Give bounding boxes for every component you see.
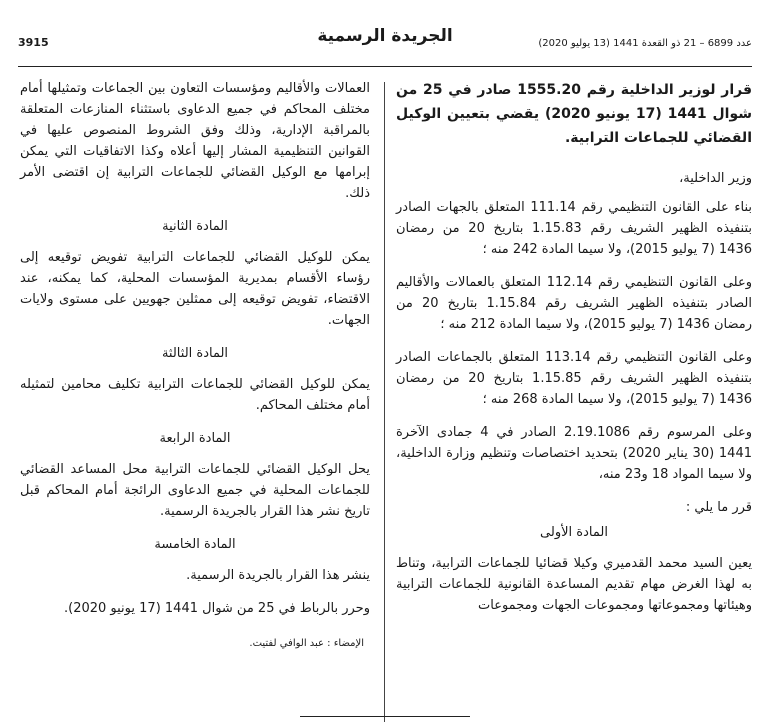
article-5-text: ينشر هذا القرار بالجريدة الرسمية. [186, 568, 370, 583]
left-column [20, 78, 370, 666]
journal-title: الجريدة الرسمية [317, 26, 453, 46]
article-1-text: يعين السيد محمد القدميري وكيلا قضائيا للجماعات الترابية، وتناط به لهذا الغرض مهام تقديم المساعدة القانونية للجماعات الترابية وهيئاتها ومجموعاتها ومجموعات الجهات ومجموعات [396, 556, 752, 613]
article-2-heading: المادة الثانية [162, 219, 228, 234]
article-1-heading: المادة الأولى [540, 525, 608, 540]
signature: الإمضاء : عبد الوافي لفتيت. [249, 638, 364, 649]
decree-title: قرار لوزير الداخلية رقم 1555.20 صادر في 25 من شوال 1441 (17 يونيو 2020) يقضي بتعيين الوكيل القضائي للجماعات الترابية. [396, 82, 753, 146]
right-column [396, 78, 752, 628]
consideration-4: وعلى المرسوم رقم 2.19.1086 الصادر في 4 جمادى الآخرة 1441 (30 يناير 2020) بتحديد اختصاصات وتنظيم وزارة الداخلية، ولا سيما المواد 18 و23 منه، [396, 425, 752, 482]
article-4-heading: المادة الرابعة [159, 431, 231, 446]
article-3-heading: المادة الثالثة [161, 346, 229, 361]
closing-statement: وحرر بالرباط في 25 من شوال 1441 (17 يونيو 2020). [63, 601, 370, 616]
article-2-text: يمكن للوكيل القضائي للجماعات الترابية تفويض توقيعه إلى رؤساء الأقسام بمديرية المؤسسات المحلية، كما يمكنه، عند الاقتضاء، تفويض توقيعه إلى ممثلين جهويين على مستوى ولايات الجهات. [20, 250, 370, 328]
decision-statement: قرر ما يلي : [685, 500, 752, 515]
consideration-1: بناء على القانون التنظيمي رقم 111.14 المتعلق بالجهات الصادر بتنفيذه الظهير الشريف رقم 1.15.83 بتاريخ 20 من رمضان 1436 (7 يوليو 2015)، ولا سيما المادة 242 منه ؛ [396, 200, 752, 257]
consideration-3: وعلى القانون التنظيمي رقم 113.14 المتعلق بالجماعات الصادر بتنفيذه الظهير الشريف رقم 1.15.85 بتاريخ 20 من رمضان 1436 (7 يوليو 2015)، ولا سيما المادة 268 منه ؛ [396, 350, 752, 407]
article-4-text: يحل الوكيل القضائي للجماعات الترابية محل المساعد القضائي للجماعات المحلية في جميع الدعاوى الرائجة أمام المحاكم قبل تاريخ نشر هذا القرار بالجريدة الرسمية. [20, 462, 370, 519]
decree-opening: وزير الداخلية، [679, 171, 752, 186]
header-rule [18, 66, 752, 67]
issue-info: عدد 6899 – 21 ذو القعدة 1441 (13 يوليو 2020) [538, 38, 752, 49]
article-3-text: يمكن للوكيل القضائي للجماعات الترابية تكليف محامين لتمثيله أمام مختلف المحاكم. [20, 377, 370, 413]
article-1-continuation: العمالات والأقاليم ومؤسسات التعاون بين الجماعات وتمثيلها أمام مختلف المحاكم في جميع الدعاوى باستثناء المنازعات المتعلقة بالمراقبة الإدارية، وذلك وفق الشروط المنصوص عليها في القوانين التنظيمية المشار إليها أعلاه وكذا الاتفاقيات التي يمكن إبرامها مع الوكيل القضائي للجماعات الترابية إن اقتضى الأمر ذلك. [20, 81, 370, 201]
page-number: 3915 [18, 36, 49, 49]
bottom-rule [300, 716, 470, 717]
page-header [18, 14, 752, 70]
column-divider [384, 82, 385, 722]
consideration-2: وعلى القانون التنظيمي رقم 112.14 المتعلق بالعمالات والأقاليم الصادر بتنفيذه الظهير الشريف رقم 1.15.84 بتاريخ 20 من رمضان 1436 (7 يوليو 2015)، ولا سيما المادة 212 منه ؛ [396, 275, 752, 332]
article-5-heading: المادة الخامسة [154, 537, 236, 552]
